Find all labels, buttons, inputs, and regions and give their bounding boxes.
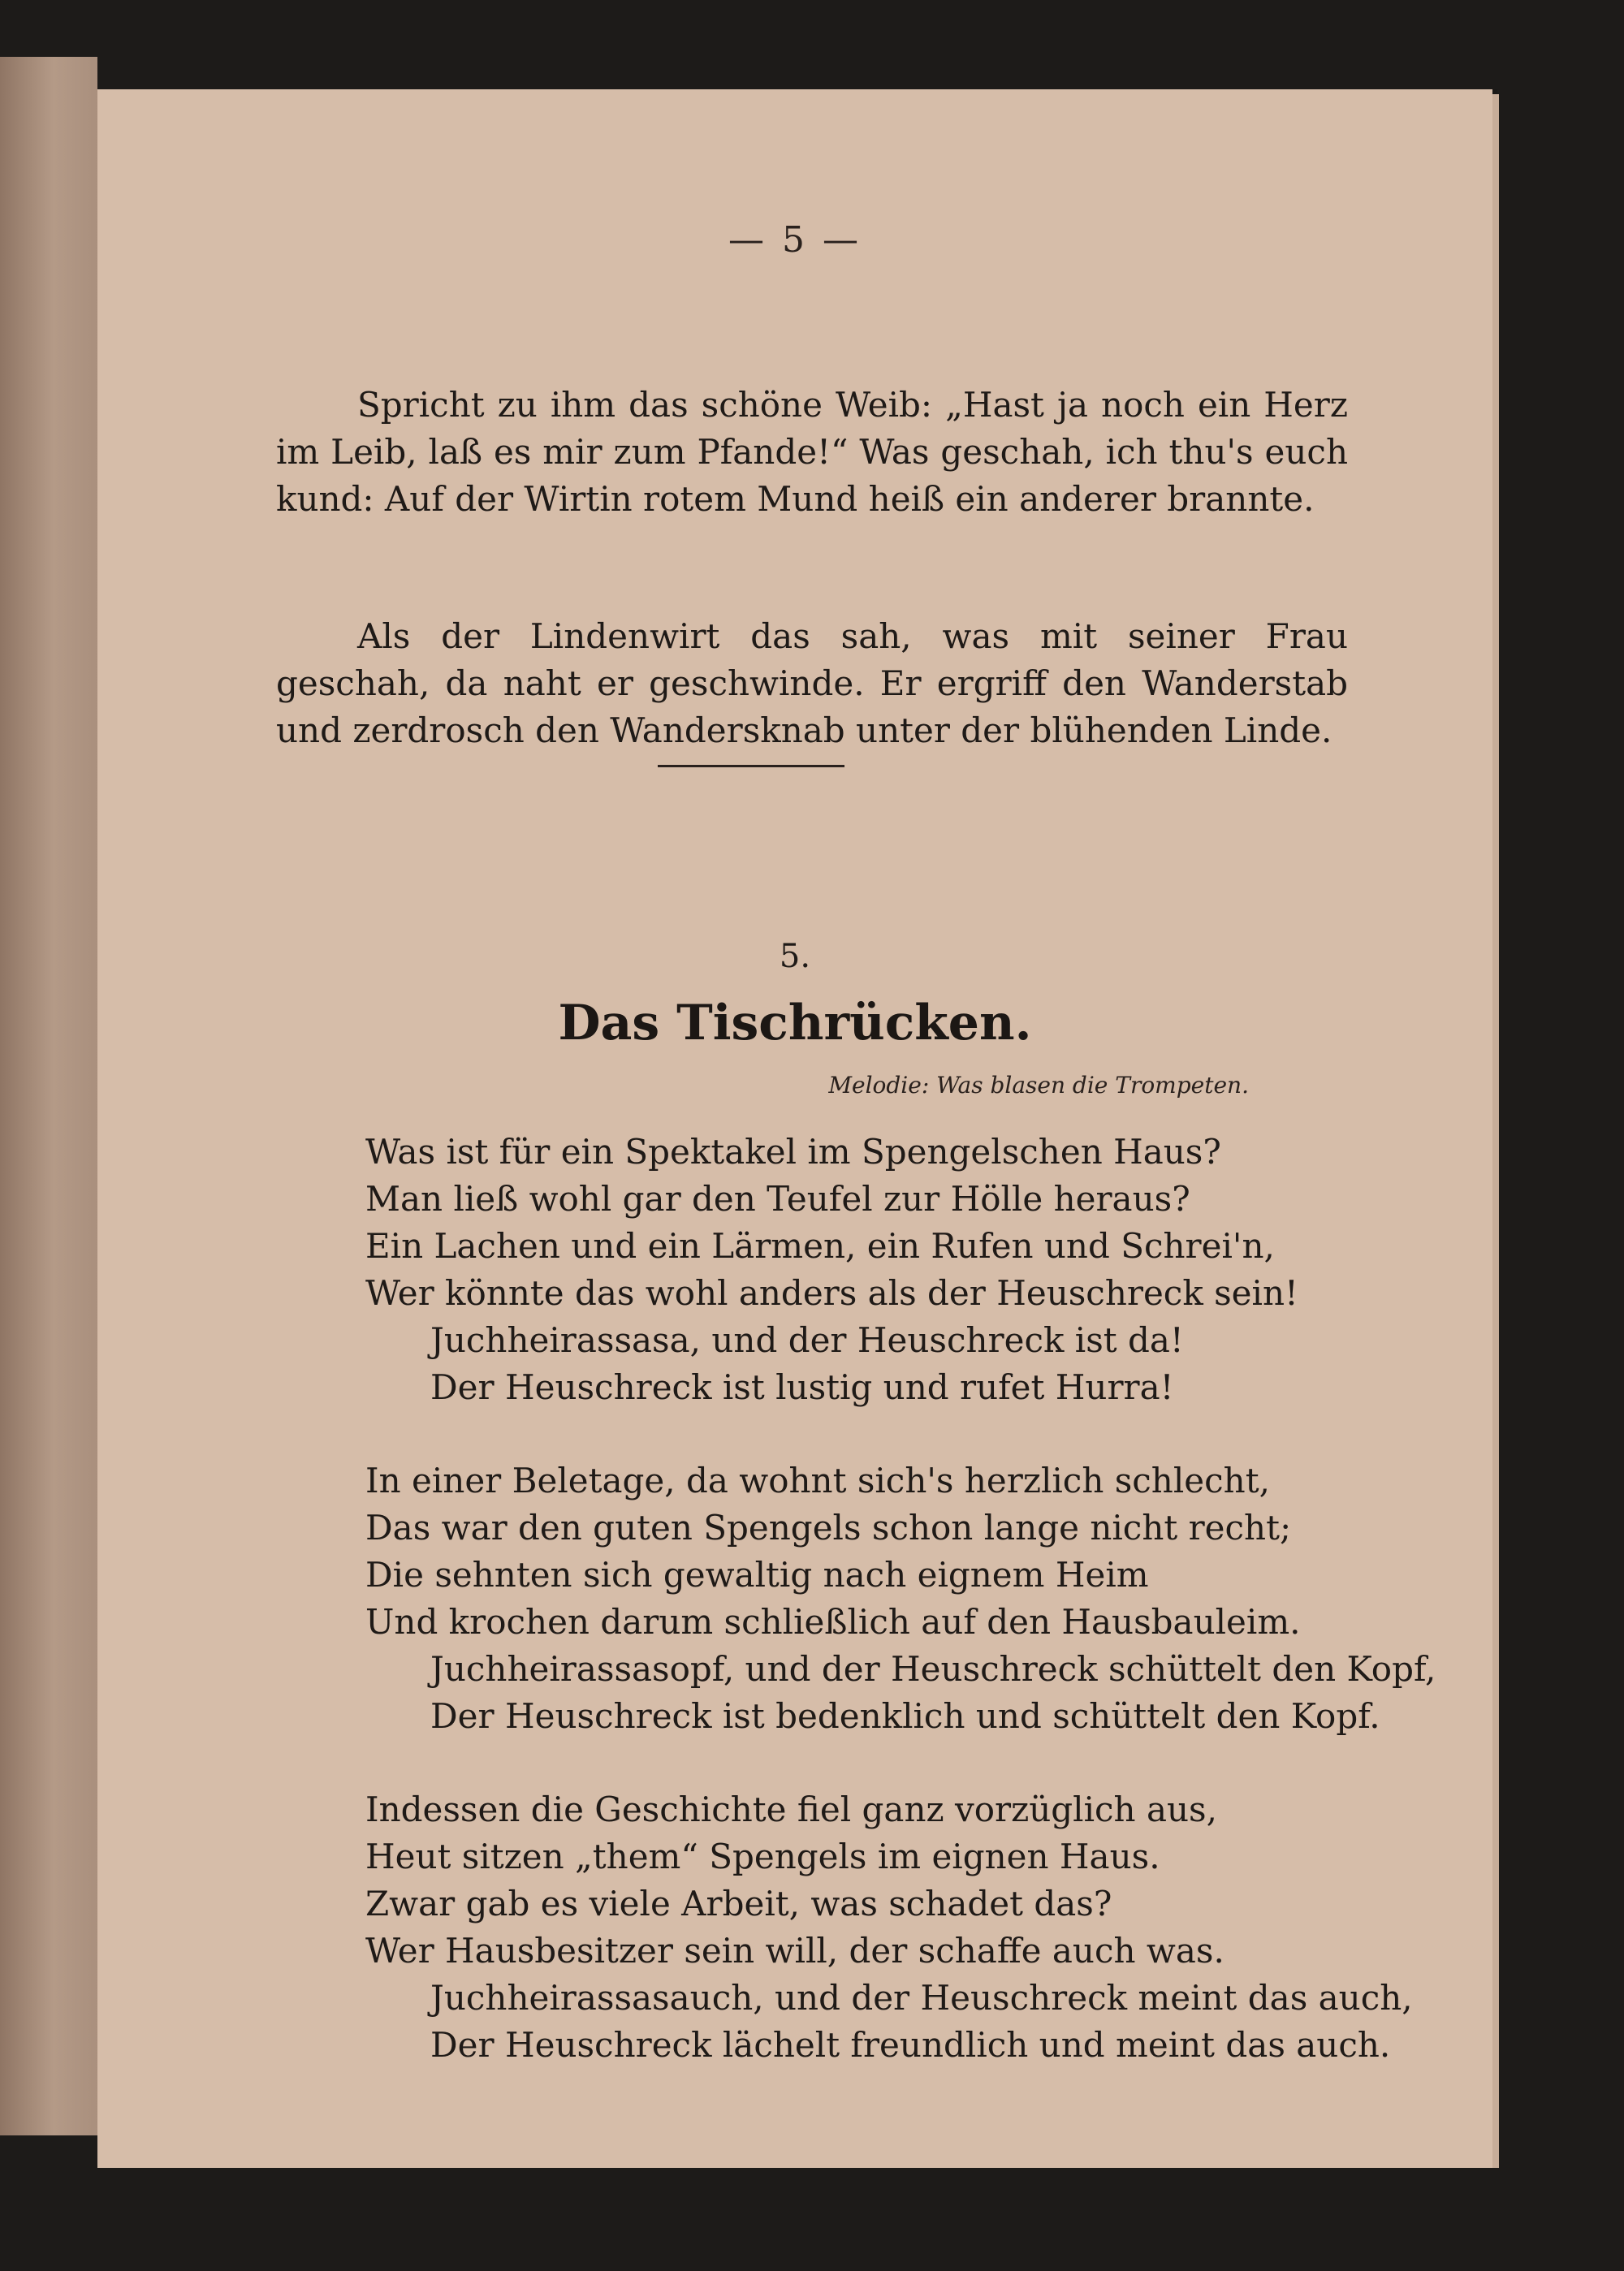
verse-line: Die sehnten sich gewaltig nach eignem Heim [365, 1555, 1149, 1595]
paragraph-2: Als der Lindenwirt das sah, was mit seiner Frau geschah, da naht er geschwinde. Er ergriff den Wanderstab und zerdrosch den Wandersknab unter der blühenden Linde. [276, 616, 1348, 750]
refrain-line: Juchheirassasauch, und der Heuschreck meint das auch, [430, 1978, 1413, 2018]
refrain-line: Juchheirassasa, und der Heuschreck ist da! [430, 1320, 1184, 1360]
verse-line: In einer Beletage, da wohnt sich's herzlich schlecht, [365, 1461, 1270, 1500]
verse-line: Zwar gab es viele Arbeit, was schadet das? [365, 1884, 1112, 1923]
verse-line: Indessen die Geschichte fiel ganz vorzüglich aus, [365, 1790, 1217, 1829]
stanza-3 [365, 1786, 1413, 2069]
verse-line: Das war den guten Spengels schon lange nicht recht; [365, 1508, 1292, 1548]
page-number: — 5 — [728, 219, 862, 261]
refrain-line: Der Heuschreck ist bedenklich und schüttelt den Kopf. [430, 1696, 1380, 1736]
book-page [97, 89, 1492, 2168]
verse-line: Ein Lachen und ein Lärmen, ein Rufen und Schrei'n, [365, 1226, 1275, 1266]
verse-line: Man ließ wohl gar den Teufel zur Hölle heraus? [365, 1179, 1190, 1219]
stanza-1 [365, 1129, 1389, 1411]
refrain-line: Juchheirassasopf, und der Heuschreck schüttelt den Kopf, [430, 1649, 1436, 1689]
prose-block-2 [276, 613, 1348, 754]
paragraph-1: Spricht zu ihm das schöne Weib: „Hast ja noch ein Herz im Leib, laß es mir zum Pfande!“ Was geschah, ich thu's euch kund: Auf der Wirtin rotem Mund heiß ein anderer brannte. [276, 385, 1348, 519]
melody-note: Melodie: Was blasen die Trompeten. [828, 1072, 1249, 1099]
prose-block [276, 382, 1348, 523]
section-divider [658, 765, 844, 767]
verse-line: Wer Hausbesitzer sein will, der schaffe auch was. [365, 1931, 1224, 1971]
refrain-line: Der Heuschreck lächelt freundlich und meint das auch. [430, 2025, 1391, 2065]
section-title: Das Tischrücken. [558, 995, 1032, 1051]
refrain-line: Der Heuschreck ist lustig und rufet Hurra! [430, 1367, 1174, 1407]
verse-line: Wer könnte das wohl anders als der Heuschreck sein! [365, 1273, 1298, 1313]
page-edge [1492, 94, 1499, 2168]
stanza-2 [365, 1457, 1436, 1740]
verse-line: Heut sitzen „them“ Spengels im eignen Haus. [365, 1837, 1160, 1876]
left-page-edge [0, 57, 97, 2135]
verse-line: Und krochen darum schließlich auf den Hausbauleim. [365, 1602, 1301, 1642]
section-number: 5. [779, 938, 811, 975]
verse-line: Was ist für ein Spektakel im Spengelschen Haus? [365, 1132, 1221, 1172]
